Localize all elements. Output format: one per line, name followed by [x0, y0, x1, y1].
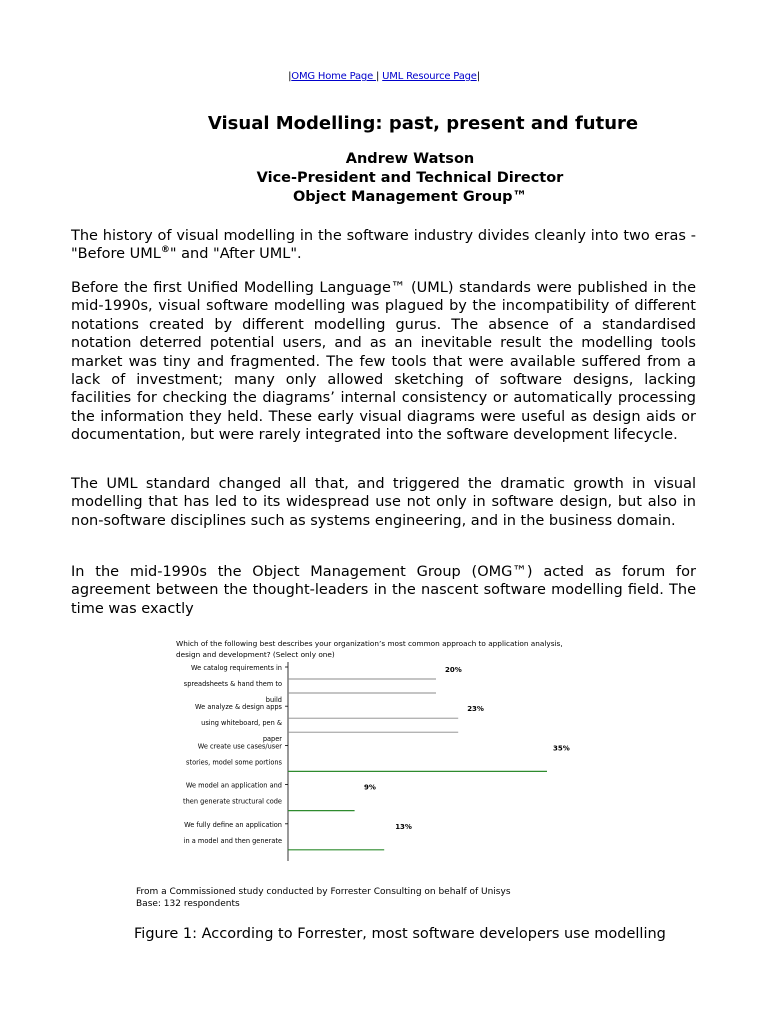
category-label: We catalog requirements in [191, 664, 282, 672]
author-block [0, 150, 768, 207]
category-label: build [265, 696, 282, 704]
figure-caption: Figure 1: According to Forrester, most software developers use modelling [134, 926, 666, 942]
chart-title-line: design and development? (Select only one) [176, 650, 335, 659]
chart-title-line: Which of the following best describes your organization’s most common approach to application analysis, [176, 639, 563, 648]
source-base: Base: 132 respondents [136, 899, 240, 909]
survey-bar-chart [130, 635, 600, 920]
paragraph-text: " and "After UML". [169, 246, 302, 263]
uml-resource-link[interactable]: UML Resource Page [382, 71, 477, 82]
category-label: We model an application and [185, 781, 282, 790]
chart-source [136, 886, 511, 910]
chart-svg [130, 635, 600, 885]
page-title: Visual Modelling: past, present and future [207, 113, 639, 134]
category-label: We fully define an application [184, 820, 282, 829]
author-role: Vice-President and Technical Director [256, 170, 564, 186]
nav-separator: | [476, 71, 480, 82]
paragraph-eras [71, 227, 696, 264]
paragraph-text: The history of visual modelling in the software industry divides cleanly into two eras - "Before UML [71, 228, 696, 263]
category-label: We analyze & design apps [195, 703, 282, 712]
bar-value-label: 35% [553, 744, 570, 753]
category-label: paper [262, 735, 282, 744]
category-label: using whiteboard, pen & [201, 719, 282, 728]
source-line: From a Commissioned study conducted by Forrester Consulting on behalf of Unisys [136, 887, 511, 897]
top-navigation [0, 71, 768, 82]
nav-separator: | [288, 71, 292, 82]
paragraph-uml-changed: The UML standard changed all that, and triggered the dramatic growth in visual modelling that has led to its widespread use not only in software design, but also in non-software disciplines such as systems engineering, and in the business domain. [71, 476, 696, 529]
category-label: spreadsheets & hand them to [183, 680, 282, 688]
bar-value-label: 20% [445, 666, 462, 674]
registered-mark: ® [160, 245, 170, 256]
category-label: in a model and then generate [183, 836, 282, 845]
bar-value-label: 9% [364, 783, 376, 792]
paragraph-before-uml: Before the first Unified Modelling Language™ (UML) standards were published in the mid-1990s, visual software modelling was plagued by the incompatibility of different notations created by different modelling gurus. The absence of a standardised notation deterred potential users, and as an inevitable result the modelling tools market was tiny and fragmented. The few tools that were available suffered from a lack of investment; many only allowed sketching of software designs, lacking facilities for checking the diagrams’ internal consistency or automatically processing the information they held. These early visual diagrams were useful as design aids or documentation, but were rarely integrated into the software development lifecycle. [71, 280, 696, 444]
paragraph-omg-forum: In the mid-1990s the Object Management Group (OMG™) acted as forum for agreement between the thought-leaders in the nascent software modelling field. The time was exactly [71, 564, 696, 617]
nav-separator: | [376, 71, 383, 82]
author-org: Object Management Group™ [292, 189, 528, 205]
author-name: Andrew Watson [345, 151, 475, 167]
bar-value-label: 13% [395, 822, 412, 831]
bar-value-label: 23% [467, 705, 484, 714]
category-label: We create use cases/user [197, 742, 282, 751]
category-label: then generate structural code [183, 797, 282, 806]
omg-home-link[interactable]: OMG Home Page [291, 71, 377, 82]
category-label: stories, model some portions [186, 758, 282, 767]
